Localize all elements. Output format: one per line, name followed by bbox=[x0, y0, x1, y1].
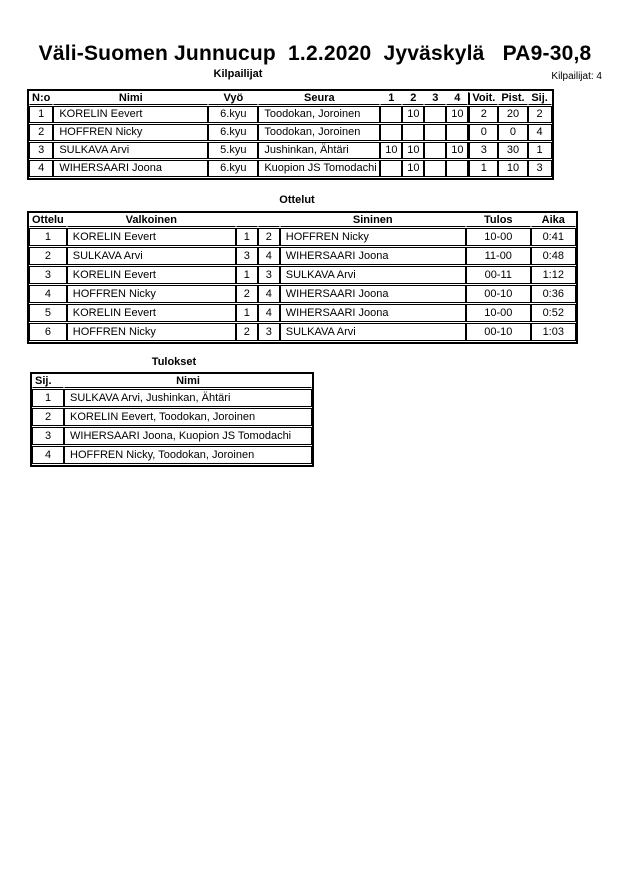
match-row bbox=[29, 228, 576, 246]
result-cell: 11-00 bbox=[466, 247, 531, 265]
points-cell: 20 bbox=[498, 106, 527, 123]
competitor-club-cell: Jushinkan, Ähtäri bbox=[258, 142, 380, 159]
score-vs-1-cell bbox=[380, 106, 402, 123]
blue-name-cell: SULKAVA Arvi bbox=[280, 323, 466, 341]
match-number-cell: 6 bbox=[29, 323, 67, 341]
result-row bbox=[32, 427, 312, 445]
result-name-cell: WIHERSAARI Joona, Kuopion JS Tomodachi bbox=[64, 427, 312, 445]
matches-section-title: Ottelut bbox=[279, 194, 315, 206]
match-number-cell: 4 bbox=[29, 285, 67, 303]
header-result: Tulos bbox=[466, 214, 531, 227]
match-row bbox=[29, 285, 576, 303]
blue-name-cell: WIHERSAARI Joona bbox=[280, 285, 466, 303]
competitor-no-cell: 3 bbox=[29, 142, 53, 159]
score-vs-2-cell: 10 bbox=[402, 160, 424, 177]
matches-header-row bbox=[29, 214, 576, 227]
place-cell: 4 bbox=[528, 124, 552, 141]
result-name-cell: HOFFREN Nicky, Toodokan, Joroinen bbox=[64, 446, 312, 464]
white-name-cell: HOFFREN Nicky bbox=[67, 323, 236, 341]
competitor-row bbox=[29, 106, 552, 123]
competitors-section-title: Kilpailijat bbox=[213, 68, 263, 80]
white-name-cell: HOFFREN Nicky bbox=[67, 285, 236, 303]
header-club: Seura bbox=[258, 92, 380, 105]
match-row bbox=[29, 304, 576, 322]
blue-no-cell: 4 bbox=[258, 304, 280, 322]
result-cell: 00-10 bbox=[466, 323, 531, 341]
competitor-club-cell: Toodokan, Joroinen bbox=[258, 106, 380, 123]
score-vs-4-cell bbox=[446, 160, 468, 177]
result-name-cell: SULKAVA Arvi, Jushinkan, Ähtäri bbox=[64, 389, 312, 407]
results-section-title: Tulokset bbox=[151, 356, 197, 368]
blue-name-cell: HOFFREN Nicky bbox=[280, 228, 466, 246]
header-white: Valkoinen bbox=[67, 214, 236, 227]
white-no-cell: 1 bbox=[236, 304, 258, 322]
score-vs-1-cell bbox=[380, 124, 402, 141]
match-number-cell: 2 bbox=[29, 247, 67, 265]
result-place-cell: 3 bbox=[32, 427, 64, 445]
time-cell: 1:03 bbox=[531, 323, 576, 341]
competitor-belt-cell: 6.kyu bbox=[208, 106, 258, 123]
score-vs-4-cell: 10 bbox=[446, 106, 468, 123]
header-blue: Sininen bbox=[280, 214, 466, 227]
white-name-cell: KORELIN Eevert bbox=[67, 228, 236, 246]
competitor-row bbox=[29, 124, 552, 141]
competitor-belt-cell: 5.kyu bbox=[208, 142, 258, 159]
white-no-cell: 3 bbox=[236, 247, 258, 265]
blue-name-cell: WIHERSAARI Joona bbox=[280, 304, 466, 322]
points-cell: 30 bbox=[498, 142, 527, 159]
score-vs-3-cell bbox=[424, 142, 446, 159]
place-cell: 2 bbox=[528, 106, 552, 123]
competitor-name-cell: SULKAVA Arvi bbox=[53, 142, 208, 159]
score-vs-2-cell: 10 bbox=[402, 142, 424, 159]
competitor-name-cell: KORELIN Eevert bbox=[53, 106, 208, 123]
match-row bbox=[29, 323, 576, 341]
score-vs-4-cell bbox=[446, 124, 468, 141]
match-row bbox=[29, 266, 576, 284]
header-place: Sij. bbox=[528, 92, 552, 105]
score-vs-3-cell bbox=[424, 124, 446, 141]
time-cell: 0:52 bbox=[531, 304, 576, 322]
header-no: N:o bbox=[29, 92, 53, 105]
competitor-name-cell: WIHERSAARI Joona bbox=[53, 160, 208, 177]
header-name: Nimi bbox=[53, 92, 208, 105]
competitor-row bbox=[29, 160, 552, 177]
time-cell: 0:41 bbox=[531, 228, 576, 246]
score-vs-3-cell bbox=[424, 106, 446, 123]
header-white-no bbox=[236, 214, 258, 227]
result-place-cell: 4 bbox=[32, 446, 64, 464]
matches-table bbox=[27, 211, 578, 344]
header-wins: Voit. bbox=[468, 92, 498, 105]
wins-cell: 1 bbox=[468, 160, 498, 177]
white-name-cell: KORELIN Eevert bbox=[67, 304, 236, 322]
header-points: Pist. bbox=[498, 92, 527, 105]
competitor-no-cell: 4 bbox=[29, 160, 53, 177]
competitors-count: Kilpailijat: 4 bbox=[551, 71, 602, 82]
blue-no-cell: 2 bbox=[258, 228, 280, 246]
score-vs-4-cell: 10 bbox=[446, 142, 468, 159]
result-cell: 00-11 bbox=[466, 266, 531, 284]
place-cell: 1 bbox=[528, 142, 552, 159]
competitor-club-cell: Toodokan, Joroinen bbox=[258, 124, 380, 141]
white-no-cell: 1 bbox=[236, 266, 258, 284]
match-number-cell: 1 bbox=[29, 228, 67, 246]
header-round-1: 1 bbox=[380, 92, 402, 105]
wins-cell: 0 bbox=[468, 124, 498, 141]
header-blue-no bbox=[258, 214, 280, 227]
score-vs-1-cell bbox=[380, 160, 402, 177]
time-cell: 1:12 bbox=[531, 266, 576, 284]
result-cell: 10-00 bbox=[466, 228, 531, 246]
header-round-2: 2 bbox=[402, 92, 424, 105]
competitors-table bbox=[27, 89, 554, 180]
competitors-header-row bbox=[29, 92, 552, 105]
blue-no-cell: 3 bbox=[258, 266, 280, 284]
header-belt: Vyö bbox=[208, 92, 258, 105]
result-cell: 10-00 bbox=[466, 304, 531, 322]
result-place-cell: 1 bbox=[32, 389, 64, 407]
competitor-no-cell: 2 bbox=[29, 124, 53, 141]
match-number-cell: 3 bbox=[29, 266, 67, 284]
match-row bbox=[29, 247, 576, 265]
time-cell: 0:48 bbox=[531, 247, 576, 265]
wins-cell: 2 bbox=[468, 106, 498, 123]
time-cell: 0:36 bbox=[531, 285, 576, 303]
score-vs-1-cell: 10 bbox=[380, 142, 402, 159]
blue-no-cell: 4 bbox=[258, 247, 280, 265]
result-row bbox=[32, 408, 312, 426]
points-cell: 0 bbox=[498, 124, 527, 141]
blue-no-cell: 3 bbox=[258, 323, 280, 341]
results-header-row bbox=[32, 375, 312, 388]
competitor-row bbox=[29, 142, 552, 159]
points-cell: 10 bbox=[498, 160, 527, 177]
page-title: Väli-Suomen Junnucup 1.2.2020 Jyväskylä PA9-30,8 bbox=[38, 42, 592, 65]
result-row bbox=[32, 446, 312, 464]
header-name: Nimi bbox=[64, 375, 312, 388]
competitor-no-cell: 1 bbox=[29, 106, 53, 123]
score-vs-3-cell bbox=[424, 160, 446, 177]
header-time: Aika bbox=[531, 214, 576, 227]
result-cell: 00-10 bbox=[466, 285, 531, 303]
blue-no-cell: 4 bbox=[258, 285, 280, 303]
competitor-belt-cell: 6.kyu bbox=[208, 124, 258, 141]
blue-name-cell: WIHERSAARI Joona bbox=[280, 247, 466, 265]
results-table bbox=[30, 372, 314, 467]
result-place-cell: 2 bbox=[32, 408, 64, 426]
white-name-cell: KORELIN Eevert bbox=[67, 266, 236, 284]
competitor-name-cell: HOFFREN Nicky bbox=[53, 124, 208, 141]
score-vs-2-cell: 10 bbox=[402, 106, 424, 123]
header-round-4: 4 bbox=[446, 92, 468, 105]
competitor-belt-cell: 6.kyu bbox=[208, 160, 258, 177]
score-vs-2-cell bbox=[402, 124, 424, 141]
header-place: Sij. bbox=[32, 375, 64, 388]
white-no-cell: 2 bbox=[236, 323, 258, 341]
match-number-cell: 5 bbox=[29, 304, 67, 322]
competitor-club-cell: Kuopion JS Tomodachi bbox=[258, 160, 380, 177]
blue-name-cell: SULKAVA Arvi bbox=[280, 266, 466, 284]
header-round-3: 3 bbox=[424, 92, 446, 105]
header-match: Ottelu bbox=[29, 214, 67, 227]
result-name-cell: KORELIN Eevert, Toodokan, Joroinen bbox=[64, 408, 312, 426]
white-no-cell: 2 bbox=[236, 285, 258, 303]
white-no-cell: 1 bbox=[236, 228, 258, 246]
place-cell: 3 bbox=[528, 160, 552, 177]
wins-cell: 3 bbox=[468, 142, 498, 159]
white-name-cell: SULKAVA Arvi bbox=[67, 247, 236, 265]
result-row bbox=[32, 389, 312, 407]
